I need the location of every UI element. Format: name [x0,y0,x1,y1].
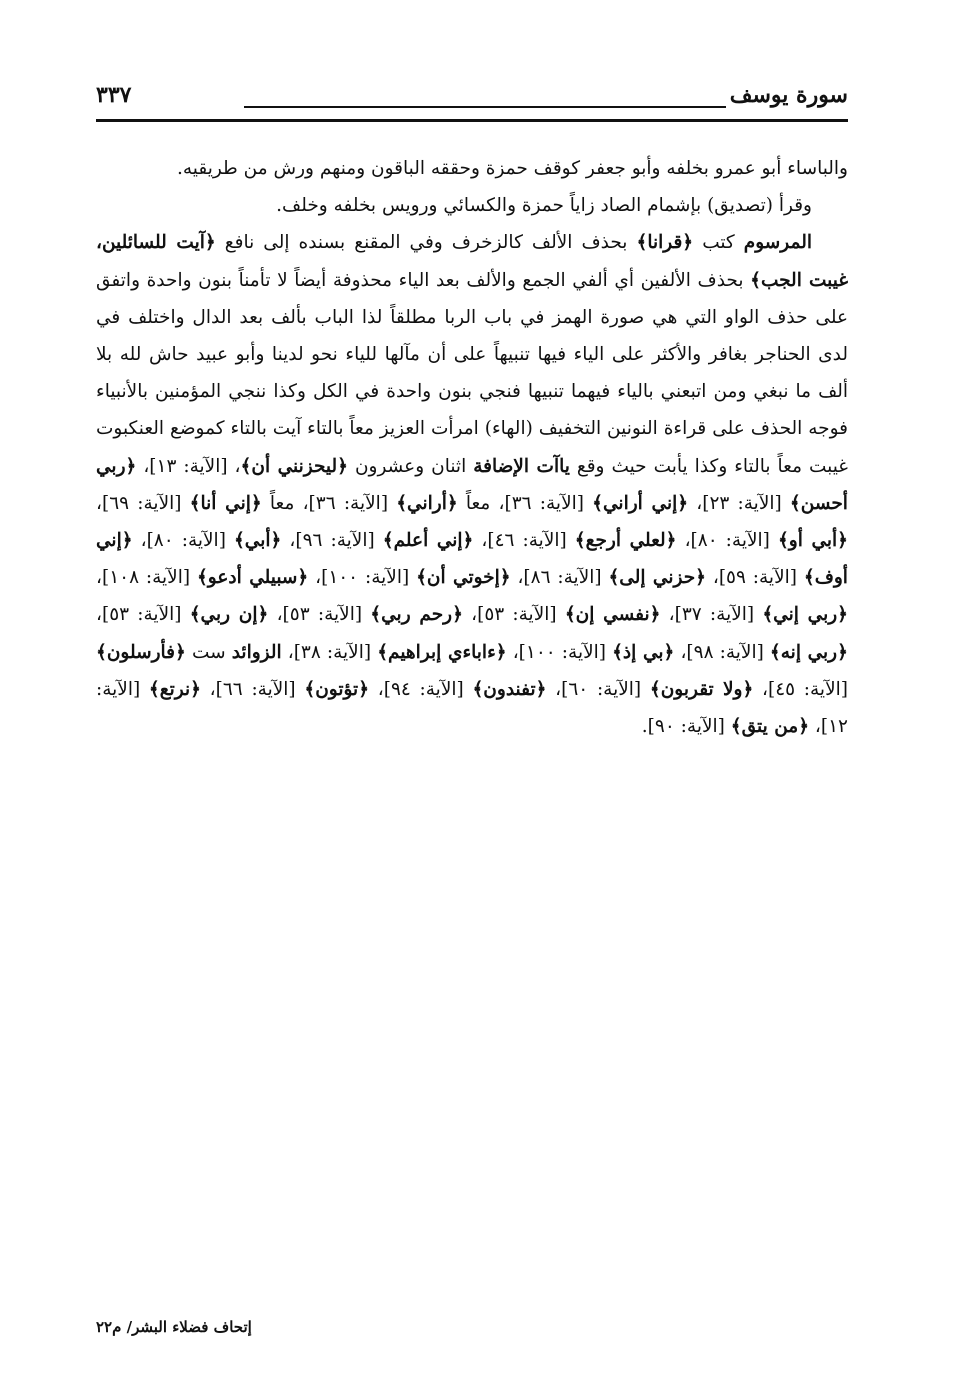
quranic-word: ﴿ربي أحسن﴾ [96,455,848,514]
quranic-word: ﴿تفندون﴾ [472,678,547,700]
text-run: [الآية: ٣٦]، معاً [457,492,593,514]
paragraph-3 [96,224,848,745]
text-run: [الآية: ٣٧]، [660,604,763,626]
quranic-word: ﴿ءاباءي إبراهيم﴾ [377,641,507,663]
quranic-word: ﴿ولا تقربون﴾ [649,678,754,700]
quranic-word: ﴿تؤتون﴾ [304,678,370,700]
header-rule-short [244,106,726,108]
text-run: ، [الآية: ١٣]، [136,455,241,477]
text-run: [الآية: ١٠٨]، [96,567,197,589]
header-rule-long [96,119,848,122]
quranic-word: ﴿بي إذ﴾ [612,641,675,663]
quranic-word: ﴿أبي﴾ [233,530,282,552]
text-run: [الآية: ٩٠]. [641,716,731,738]
quranic-word: ﴿إن ربي﴾ [189,604,269,626]
text-run: [الآية: ٤٦]، [473,530,575,552]
text-run: [الآية: ٩٨]، [674,641,770,663]
text-run: اثنان وعشرون [347,455,474,477]
running-header [96,80,848,120]
quranic-word: ﴿من يتق﴾ [730,716,810,738]
quranic-word: ﴿ربي إنه﴾ [769,641,848,663]
text-run: [الآية: ١٢]، [96,678,848,738]
quranic-word: ﴿رحم ربي﴾ [370,604,463,626]
text-run: [الآية: ١٠٠]، [506,641,613,663]
text-run: بحذف الألفين أي ألفي الجمع والألف بعد الياء محذوفة أيضاً لا تأمناً بنون واحدة واتفق على حذف الواو التي هي صورة الهمز في باب الربا مطلقاً لذا الباب بألف بعد الدال واختلف في لدى الحناجر بغافر والأكثر على الياء فيها تنبيهاً على أن مآلها للياء نحو لدينا وأبو عبيد حاش لله بلا ألف ما نبغي ومن اتبعني بالياء فيهما تنبيها فنجي بنون واحدة في الكل وكذا ننجي المؤمنين بالأنبياء فوجه الحذف على قراءة النونين التخفيف (الهاء) امرأت العزيز معاً بالتاء آيت بالتاء كموضع العنكبوت غيبت معاً بالتاء وكذا يأبت حيث وقع [96,269,848,477]
paragraph-1: والباساء أبو عمرو بخلفه وأبو جعفر كوقف حمزة وحققه الباقون ومنهم ورش من طريقيه. [176,158,848,179]
quranic-word: ﴿أبي أو﴾ [777,530,848,552]
text-run: [الآية: ٢٣]، [688,492,790,514]
surah-title: سورة يوسف [729,82,848,108]
quranic-word: ﴿سبيلي أدعو﴾ [196,567,309,589]
main-text [96,150,848,745]
text-run: [الآية: ٥٩]، [705,567,804,589]
quranic-word: ﴿نرتع﴾ [148,678,201,700]
text-run: [الآية: ٥٣]، [462,604,565,626]
text-run: [الآية: ٦٩]، [96,492,190,514]
text-run: [الآية: ٦٠]، [546,678,650,700]
section-heading-idafa: ياآت الإضافة [473,455,570,477]
section-heading-zawaid: الزوائد [231,641,282,663]
text-run: [الآية: ٨٠]، [676,530,778,552]
quranic-word: ﴿إني أراني﴾ [592,492,689,514]
text-run: [الآية: ٣٨]، [281,641,378,663]
text-run: [الآية: ٦٦]، [200,678,305,700]
text-run: [الآية: ٩٦]، [281,530,383,552]
quranic-word: ﴿إخوتي أن﴾ [416,567,511,589]
text-run: كتب [693,232,744,254]
quranic-word: ﴿آيت للسائلين، غيبت الجب﴾ [96,232,848,291]
section-heading-marsum: المرسوم [743,232,812,254]
quranic-word: ﴿ليحزنني أن﴾ [240,455,348,477]
quranic-word: ﴿ربي إني﴾ [762,604,848,626]
quranic-word: ﴿إني أوف﴾ [96,530,848,589]
quranic-word: ﴿حزني إلى﴾ [608,567,706,589]
text-run: [الآية: ٥٣]، [268,604,371,626]
quranic-word: ﴿إني أنا﴾ [189,492,262,514]
quranic-word: ﴿فأرسلون﴾ [96,641,186,663]
quranic-word: ﴿قرانا﴾ [636,232,694,254]
text-run: [الآية: ٨٠]، [132,530,234,552]
text-run: [الآية: ٨٦]، [510,567,609,589]
text-run: [الآية: ٣٦]، معاً [261,492,397,514]
quranic-word: ﴿لعلي أرجع﴾ [574,530,677,552]
text-run: بحذف الألف كالزخرف وفي المقنع بسنده إلى نافع [215,232,637,254]
text-run: [الآية: ٥٣]، [96,604,190,626]
text-run: ست [185,641,232,663]
text-run: [الآية: ٤٥]، [753,678,848,700]
quranic-word: ﴿إني أعلم﴾ [382,530,474,552]
quranic-word: ﴿نفسي إن﴾ [564,604,661,626]
page-number: ٣٣٧ [96,82,132,108]
text-run: [الآية: ١٠٠]، [308,567,417,589]
quranic-word: ﴿أراني﴾ [396,492,458,514]
text-run: [الآية: ٩٤]، [369,678,473,700]
paragraph-2: وقرأ (تصديق) بإشمام الصاد زاياً حمزة والكسائي ورويس بخلفه وخلف. [276,195,812,217]
footer-signature: إتحاف فضلاء البشر/ م٢٢ [96,1318,252,1336]
